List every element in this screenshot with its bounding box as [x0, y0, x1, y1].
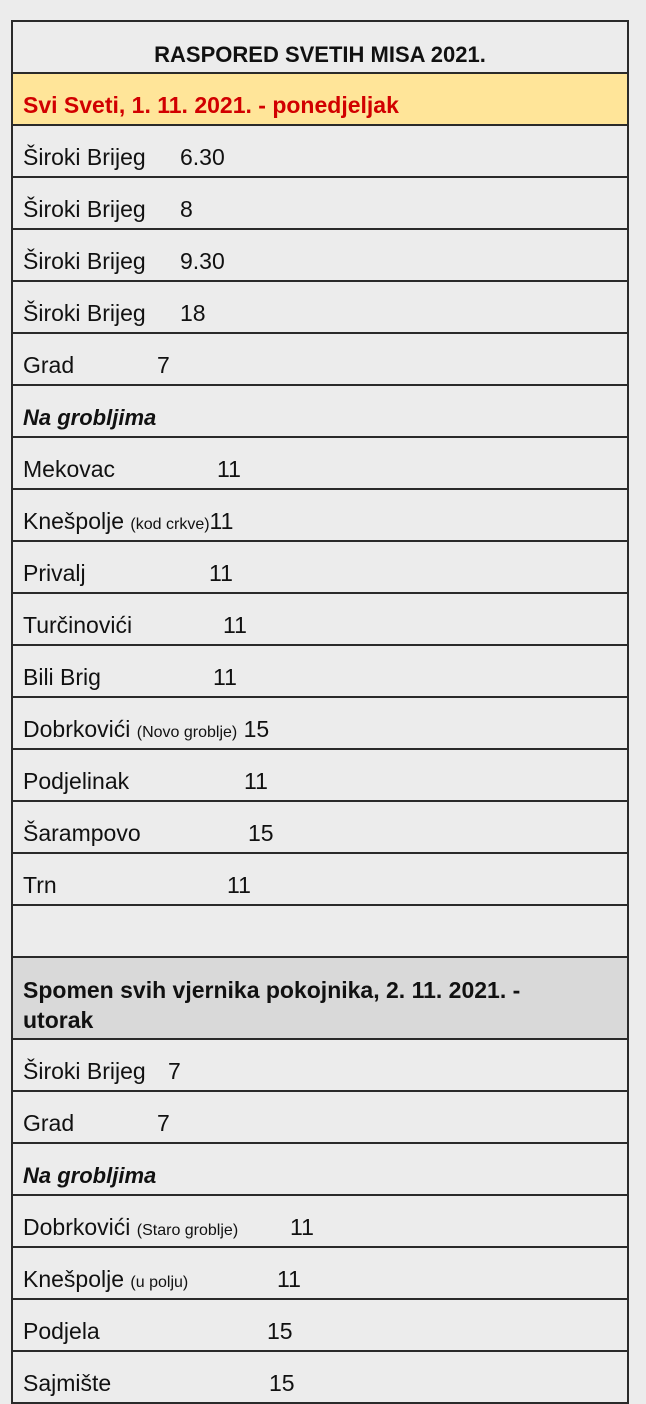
location-cell [23, 1266, 188, 1293]
location-note: (kod crkve) [130, 516, 210, 533]
location-cell [23, 716, 269, 743]
mass-time: 7 [157, 352, 170, 378]
cemetery-section-heading [13, 1144, 627, 1196]
table-row [13, 438, 627, 490]
mass-time: 18 [180, 300, 206, 326]
location-name: Privalj [23, 560, 86, 586]
location-cell [23, 1214, 238, 1241]
mass-time: 11 [244, 768, 268, 794]
location-name: Knešpolje [23, 508, 125, 534]
table-row [13, 490, 627, 542]
table-row [13, 1196, 627, 1248]
cemetery-section-heading [13, 386, 627, 438]
location-name: Grad [23, 1110, 75, 1136]
location-name: Široki Brijeg [23, 300, 146, 326]
table-row [13, 542, 627, 594]
mass-time: 11 [227, 872, 251, 898]
location-name: Široki Brijeg [23, 248, 146, 274]
mass-time: 15 [269, 1370, 295, 1396]
table-row [13, 854, 627, 906]
table-row [13, 750, 627, 802]
location-name: Široki Brijeg [23, 196, 146, 222]
table-row [13, 1352, 627, 1404]
table-row [13, 646, 627, 698]
section-label: Na grobljima [23, 405, 157, 430]
day2-heading: Spomen svih vjernika pokojnika, 2. 11. 2021. - utorak [23, 977, 521, 1033]
mass-time: 11 [213, 664, 237, 690]
page-title: RASPORED SVETIH MISA 2021. [154, 42, 486, 67]
mass-time: 11 [209, 508, 234, 534]
location-name: Trn [23, 872, 57, 898]
mass-time: 11 [209, 560, 233, 586]
mass-time: 15 [243, 716, 270, 742]
location-name: Dobrkovići [23, 716, 131, 742]
day2-heading-row [13, 958, 627, 1040]
mass-time: 8 [180, 196, 193, 222]
mass-time: 7 [157, 1110, 170, 1136]
empty-row [13, 906, 627, 958]
mass-schedule-table [11, 20, 629, 1404]
table-row [13, 230, 627, 282]
mass-time: 11 [277, 1266, 301, 1292]
location-note: (Novo groblje) [136, 724, 238, 741]
location-name: Grad [23, 352, 75, 378]
table-row [13, 178, 627, 230]
location-name: Bili Brig [23, 664, 101, 690]
table-row [13, 802, 627, 854]
mass-time: 6.30 [180, 144, 225, 170]
table-row [13, 594, 627, 646]
location-name: Podjelinak [23, 768, 130, 794]
section-label: Na grobljima [23, 1163, 157, 1188]
location-name: Mekovac [23, 456, 116, 482]
day1-heading: Svi Sveti, 1. 11. 2021. - ponedjeljak [23, 92, 399, 118]
table-row [13, 1248, 627, 1300]
location-cell [23, 508, 233, 535]
mass-time: 15 [248, 820, 274, 846]
location-name: Široki Brijeg [23, 144, 146, 170]
location-name: Dobrkovići [23, 1214, 131, 1240]
mass-time: 7 [168, 1058, 181, 1084]
table-row [13, 1040, 627, 1092]
location-name: Knešpolje [23, 1266, 125, 1292]
location-note: (u polju) [130, 1274, 189, 1291]
day1-heading-row [13, 74, 627, 126]
table-row [13, 1300, 627, 1352]
mass-time: 11 [223, 612, 247, 638]
table-row [13, 334, 627, 386]
location-name: Šarampovo [23, 820, 141, 846]
table-row [13, 282, 627, 334]
mass-time: 15 [267, 1318, 293, 1344]
mass-time: 9.30 [180, 248, 225, 274]
location-name: Podjela [23, 1318, 100, 1344]
table-title-row [13, 22, 627, 74]
location-name: Sajmište [23, 1370, 112, 1396]
table-row [13, 1092, 627, 1144]
location-name: Turčinovići [23, 612, 133, 638]
table-row [13, 126, 627, 178]
location-name: Široki Brijeg [23, 1058, 146, 1084]
table-row [13, 698, 627, 750]
location-note: (Staro groblje) [136, 1222, 239, 1239]
mass-time: 11 [290, 1214, 314, 1240]
mass-time: 11 [217, 456, 241, 482]
